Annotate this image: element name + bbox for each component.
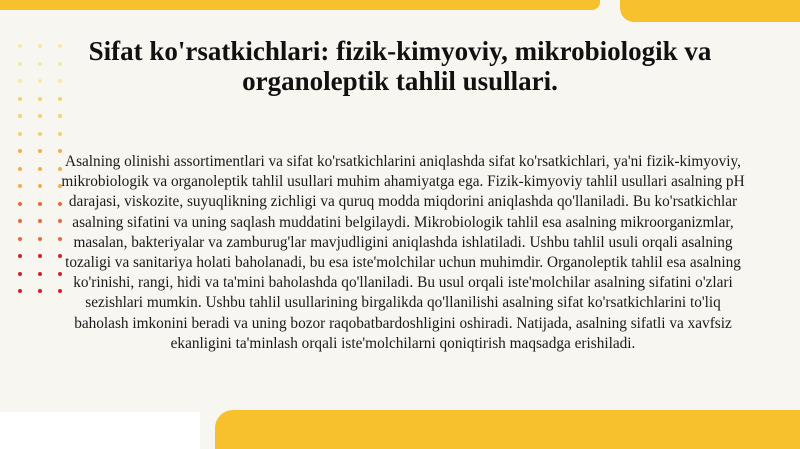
decorative-dot — [38, 44, 42, 48]
decorative-dot — [18, 132, 22, 136]
bottom-right-accent-bar — [215, 410, 800, 449]
decorative-dot — [38, 254, 42, 258]
decorative-dot — [38, 289, 42, 293]
decorative-dot — [18, 289, 22, 293]
decorative-dot — [18, 79, 22, 83]
decorative-dot — [18, 114, 22, 118]
decorative-dot — [18, 167, 22, 171]
decorative-dot — [38, 184, 42, 188]
decorative-dot — [58, 114, 62, 118]
decorative-dot — [18, 149, 22, 153]
decorative-dot — [18, 44, 22, 48]
decorative-dot — [18, 184, 22, 188]
decorative-dot — [38, 219, 42, 223]
top-left-accent-bar — [0, 0, 600, 10]
decorative-dot — [38, 202, 42, 206]
decorative-dot — [18, 97, 22, 101]
decorative-dot — [18, 237, 22, 241]
decorative-dot — [38, 149, 42, 153]
decorative-dot — [18, 219, 22, 223]
decorative-dot — [18, 202, 22, 206]
decorative-dot — [38, 237, 42, 241]
decorative-dot — [18, 254, 22, 258]
decorative-dot — [38, 62, 42, 66]
top-right-accent-bar — [620, 0, 800, 22]
decorative-dot — [38, 272, 42, 276]
decorative-dot — [38, 79, 42, 83]
decorative-dot — [18, 62, 22, 66]
decorative-dot — [38, 114, 42, 118]
slide-title: Sifat ko'rsatkichlari: fizik-kimyoviy, mikrobiologik va organoleptik tahlil usullari. — [88, 36, 712, 96]
decorative-dot — [58, 97, 62, 101]
decorative-dot — [58, 132, 62, 136]
bottom-left-panel — [0, 412, 200, 449]
decorative-dot — [38, 167, 42, 171]
decorative-dot — [38, 132, 42, 136]
decorative-dot — [18, 272, 22, 276]
decorative-dot — [38, 97, 42, 101]
slide-body-text: Asalning olinishi assortimentlari va sifat ko'rsatkichlarini aniqlashda sifat ko'rsatkichlari, ya'ni fizik-kimyoviy, mikrobiologik va organoleptik tahlil usullari muhim ahamiyatga ega. Fizik-kimyoviy tahlil usullari asalning pH darajasi, viskozite, suyuqlikning zichligi va quruq modda miqdorini aniqlashda qo'llaniladi. Bu ko'rsatkichlar asalning sifatini va uning saqlash muddatini belgilaydi. Mikrobiologik tahlil esa asalning mikroorganizmlar, masalan, bakteriyalar va zamburug'lar mavjudligini aniqlashda ishlatiladi. Ushbu tahlil usuli orqali asalning tozaligi va sanitariya holati baholanadi, bu esa iste'molchilar uchun muhimdir. Organoleptik tahlil esa asalning ko'rinishi, rangi, hidi va ta'mini baholashda qo'llaniladi. Bu usul orqali iste'molchilar asalning sifatini o'zlari sezishlari mumkin. Ushbu tahlil usullarining birgalikda qo'llanilishi asalning sifat ko'rsatkichlarini to'liq baholash imkonini beradi va uning bozor raqobatbardoshligini oshiradi. Natijada, asalning sifatli va xavfsiz ekanligini ta'minlash orqali iste'molchilarni qoniqtirish maqsadga erishiladi. — [61, 153, 745, 352]
